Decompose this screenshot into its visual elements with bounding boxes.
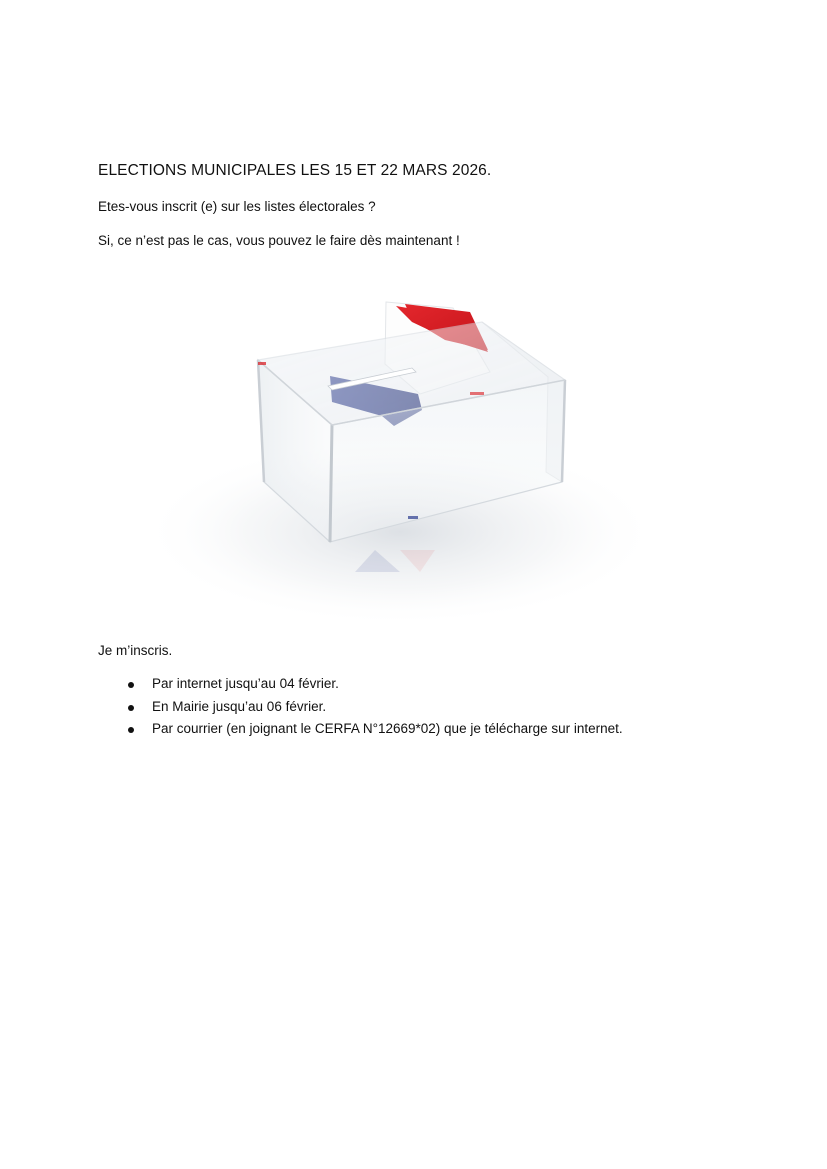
bullet-icon (128, 682, 134, 688)
bullet-icon (128, 705, 134, 711)
registration-question: Etes-vous inscrit (e) sur les listes électorales ? (98, 199, 376, 214)
option-text: Par internet jusqu’au 04 février. (152, 676, 339, 691)
option-text: En Mairie jusqu’au 06 février. (152, 698, 327, 714)
register-heading: Je m’inscris. (98, 643, 173, 658)
option-text: Par courrier (en joignant le CERFA N°12669*02) que je télécharge sur internet. (152, 721, 623, 736)
bullet-icon (128, 727, 134, 733)
registration-invitation: Si, ce n’est pas le cas, vous pouvez le faire dès maintenant ! (98, 233, 460, 248)
page-title: ELECTIONS MUNICIPALES LES 15 ET 22 MARS 2026. (98, 162, 492, 179)
ballot-box-illustration (150, 282, 670, 630)
ballot-box-icon (150, 282, 670, 630)
